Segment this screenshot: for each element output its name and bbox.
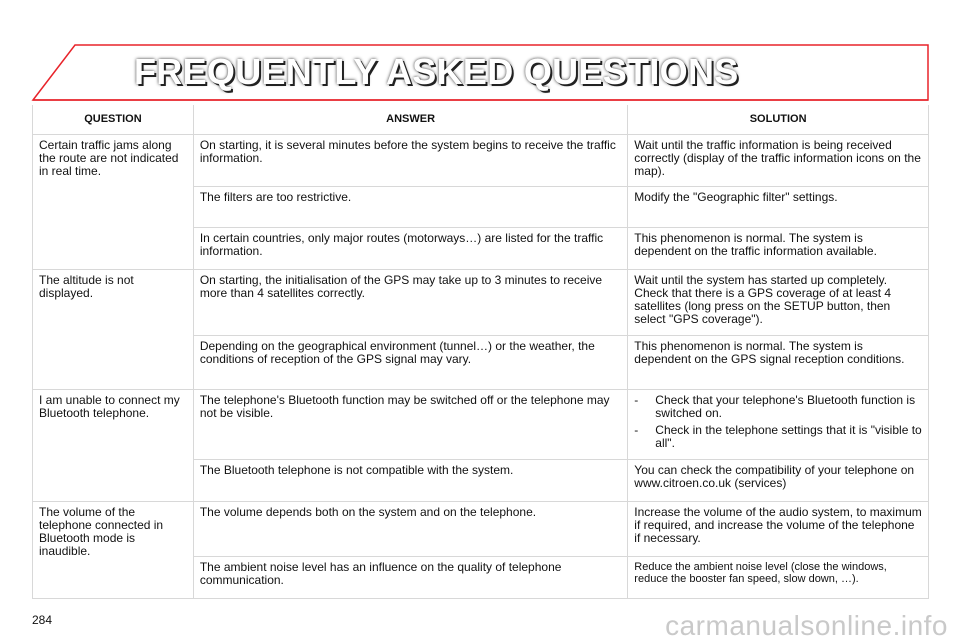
solution-cell: Modify the "Geographic filter" settings.	[628, 186, 929, 227]
watermark: carmanualsonline.info	[665, 610, 948, 640]
answer-cell: The volume depends both on the system and on the telephone.	[193, 501, 627, 556]
question-cell: The altitude is not displayed.	[33, 269, 194, 389]
solution-cell: Wait until the system has started up completely. Check that there is a GPS coverage of at least 4 satellites (long press on the SETUP button, then select "GPS coverage").	[628, 269, 929, 335]
answer-cell: In certain countries, only major routes (motorways…) are listed for the traffic information.	[193, 227, 627, 269]
bullet-text: Check in the telephone settings that it is "visible to all".	[655, 422, 922, 450]
solution-cell: This phenomenon is normal. The system is dependent on the GPS signal reception conditions.	[628, 335, 929, 389]
solution-cell: This phenomenon is normal. The system is dependent on the traffic information available.	[628, 227, 929, 269]
solution-bullet-list	[634, 394, 922, 450]
answer-cell: The telephone's Bluetooth function may be switched off or the telephone may not be visible.	[193, 389, 627, 459]
list-item	[634, 394, 922, 420]
list-item	[634, 424, 922, 450]
page-title: FREQUENTLY ASKED QUESTIONS	[134, 51, 739, 92]
table-row	[33, 501, 929, 556]
table-row	[33, 389, 929, 459]
question-cell: The volume of the telephone connected in Bluetooth mode is inaudible.	[33, 501, 194, 598]
solution-cell: You can check the compatibility of your telephone on www.citroen.co.uk (services)	[628, 459, 929, 501]
answer-cell: Depending on the geographical environment (tunnel…) or the weather, the conditions of reception of the GPS signal may vary.	[193, 335, 627, 389]
answer-cell: The filters are too restrictive.	[193, 186, 627, 227]
question-cell: I am unable to connect my Bluetooth telephone.	[33, 389, 194, 501]
bullet-text: Check that your telephone's Bluetooth function is switched on.	[655, 392, 916, 420]
solution-cell: Increase the volume of the audio system, to maximum if required, and increase the volume of the telephone if necessary.	[628, 501, 929, 556]
header-question: QUESTION	[33, 105, 194, 134]
bullet-mark: -	[634, 422, 639, 437]
question-cell: Certain traffic jams along the route are not indicated in real time.	[33, 134, 194, 269]
header-answer: ANSWER	[193, 105, 627, 134]
bullet-mark: -	[634, 392, 639, 407]
table-row	[33, 269, 929, 335]
answer-cell: The ambient noise level has an influence on the quality of telephone communication.	[193, 556, 627, 598]
solution-cell: Wait until the traffic information is being received correctly (display of the traffic information icons on the map).	[628, 134, 929, 186]
table-row	[33, 134, 929, 186]
answer-cell: The Bluetooth telephone is not compatible with the system.	[193, 459, 627, 501]
table-header-row	[33, 105, 929, 134]
answer-cell: On starting, the initialisation of the GPS may take up to 3 minutes to receive more than 4 satellites correctly.	[193, 269, 627, 335]
answer-cell: On starting, it is several minutes before the system begins to receive the traffic information.	[193, 134, 627, 186]
page-number: 284	[32, 613, 53, 627]
solution-cell	[628, 389, 929, 459]
faq-table	[32, 105, 929, 599]
solution-cell: Reduce the ambient noise level (close the windows, reduce the booster fan speed, slow down, …).	[628, 556, 929, 598]
header-solution: SOLUTION	[628, 105, 929, 134]
